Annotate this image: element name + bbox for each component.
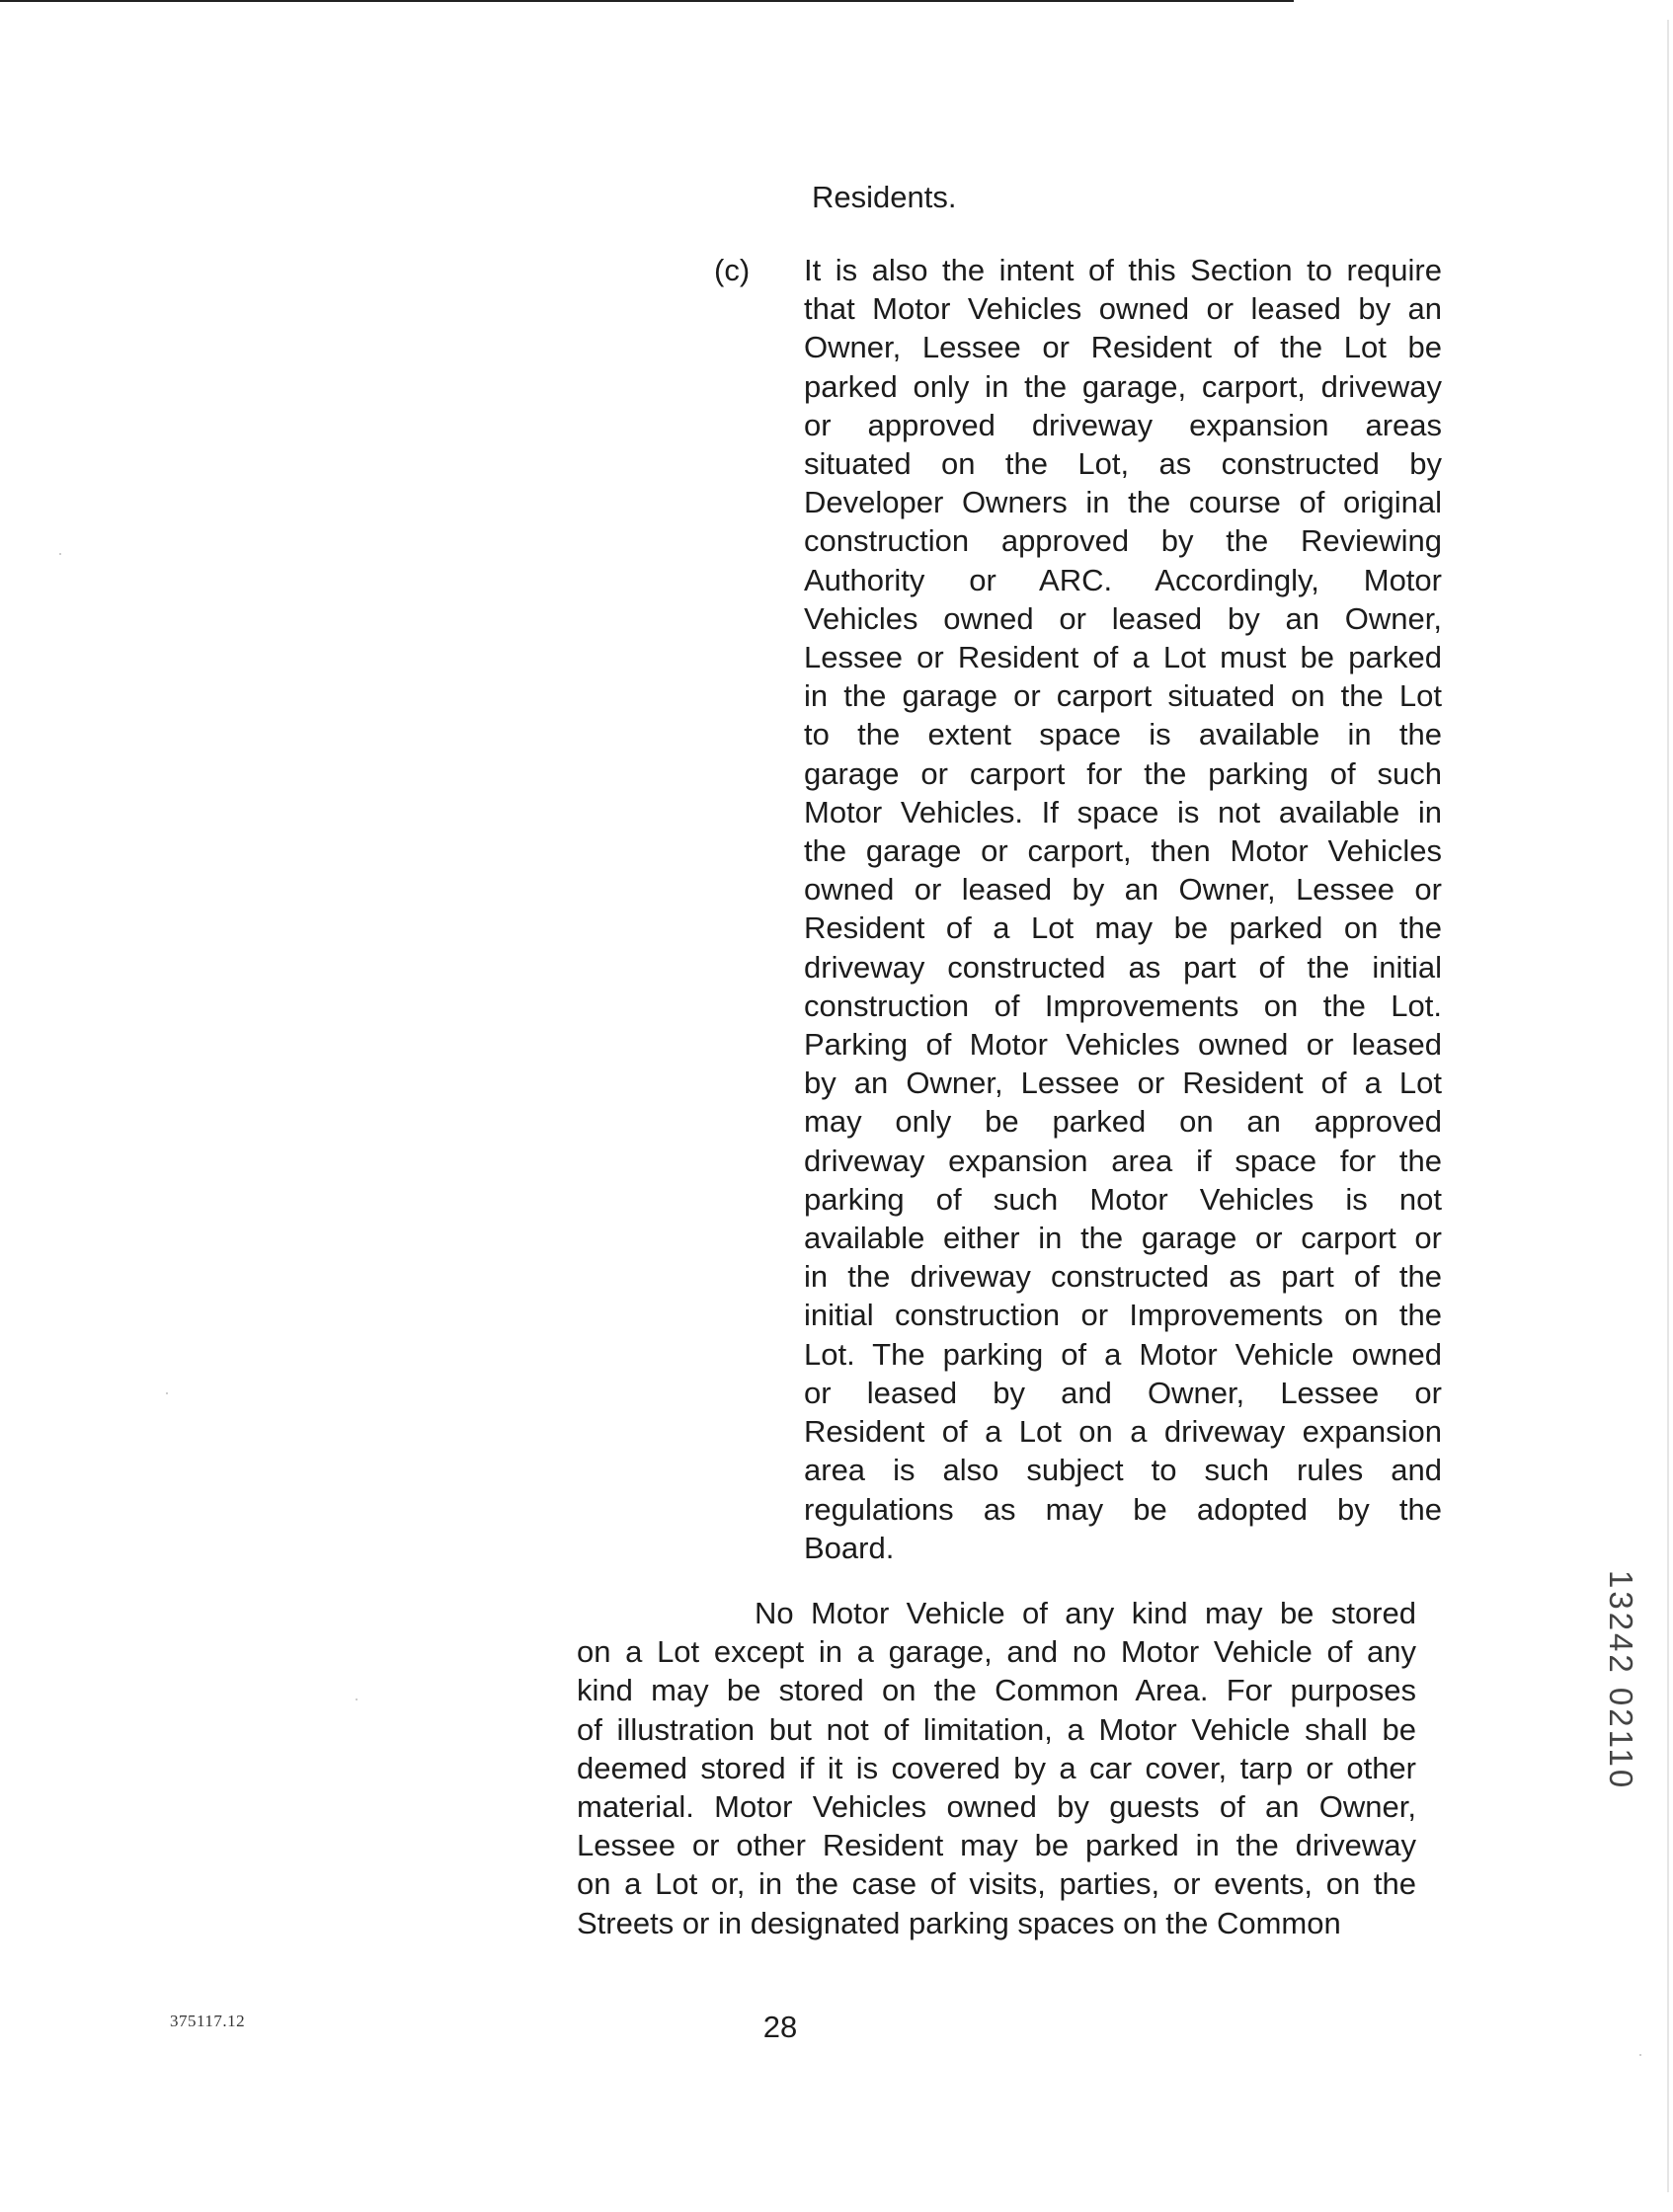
paragraph-line: Owner, Lessee or Resident of the Lot be [804,330,1442,365]
paragraph-line: situated on the Lot, as constructed by [804,446,1442,482]
paragraph-line: Vehicles owned or leased by an Owner, [804,600,1442,636]
paragraph-line: Lessee or Resident of a Lot must be parked [804,640,1442,675]
residents-line: Residents. [812,180,957,214]
paragraph-line: garage or carport for the parking of such [804,755,1442,791]
paragraph-line: that Motor Vehicles owned or leased by an [804,291,1442,327]
paragraph-line: by an Owner, Lessee or Resident of a Lot [804,1066,1442,1101]
recording-stamp [1600,1570,1639,1847]
paragraph-line: Board. [804,1530,895,1565]
scan-top-edge [0,0,1294,2]
paragraph-line: Developer Owners in the course of original [804,485,1442,520]
paragraph-line: material. Motor Vehicles owned by guests of an Owner, [577,1789,1416,1825]
paragraph-line: on a Lot except in a garage, and no Motor Vehicle of any [577,1634,1416,1670]
recording-stamp-text: 13242 02110 [1603,1570,1639,1791]
paragraph-line: in the driveway constructed as part of the [804,1259,1442,1295]
paragraph-line: Motor Vehicles. If space is not available in [804,794,1442,830]
paragraph-line: It is also the intent of this Section to require [804,253,1442,287]
paragraph-line: may only be parked on an approved [804,1104,1442,1140]
storage-paragraph [577,1594,1416,1942]
paragraph-line: driveway expansion area if space for the [804,1143,1442,1178]
scan-speck [166,1392,168,1394]
paragraph-line: on a Lot or, in the case of visits, parties, or events, on the [577,1866,1416,1902]
paragraph-line: to the extent space is available in the [804,717,1442,752]
paragraph-line: construction approved by the Reviewing [804,523,1442,559]
scan-right-edge [1667,20,1669,2192]
scan-speck [356,1698,358,1700]
paragraph-line: of illustration but not of limitation, a Motor Vehicle shall be [577,1711,1416,1747]
scan-speck [59,553,61,555]
paragraph-line: parking of such Motor Vehicles is not [804,1181,1442,1217]
page-number: 28 [762,2010,798,2044]
paragraph-line: the garage or carport, then Motor Vehicles [804,833,1442,869]
paragraph-line: kind may be stored on the Common Area. For purposes [577,1673,1416,1708]
paragraph-line: or approved driveway expansion areas [804,407,1442,442]
paragraph-line: in the garage or carport situated on the Lot [804,678,1442,714]
paragraph-line: or leased by and Owner, Lessee or [804,1375,1442,1410]
paragraph-line: construction of Improvements on the Lot. [804,988,1442,1023]
paragraph-line: available either in the garage or carport or [804,1221,1442,1256]
paragraph-line: driveway constructed as part of the initial [804,949,1442,985]
item-c-marker: (c) [714,253,751,287]
paragraph-line: deemed stored if it is covered by a car cover, tarp or other [577,1750,1416,1785]
paragraph-line: Lot. The parking of a Motor Vehicle owned [804,1336,1442,1372]
paragraph-line: Authority or ARC. Accordingly, Motor [804,562,1442,597]
paragraph-line: Parking of Motor Vehicles owned or leased [804,1027,1442,1063]
scan-speck [1639,2054,1641,2056]
paragraph-line: Streets or in designated parking spaces on the Common [577,1905,1341,1940]
item-c-paragraph [804,251,1442,1567]
paragraph-line: Resident of a Lot on a driveway expansion [804,1414,1442,1450]
paragraph-line: No Motor Vehicle of any kind may be stored [755,1596,1416,1630]
paragraph-line: regulations as may be adopted by the [804,1491,1442,1527]
document-id: 375117.12 [170,2012,246,2030]
paragraph-line: initial construction or Improvements on the [804,1298,1442,1333]
paragraph-line: parked only in the garage, carport, driveway [804,368,1442,404]
paragraph-line: Resident of a Lot may be parked on the [804,910,1442,946]
paragraph-line: area is also subject to such rules and [804,1453,1442,1488]
paragraph-line: owned or leased by an Owner, Lessee or [804,872,1442,908]
paragraph-line: Lessee or other Resident may be parked in the driveway [577,1828,1416,1863]
